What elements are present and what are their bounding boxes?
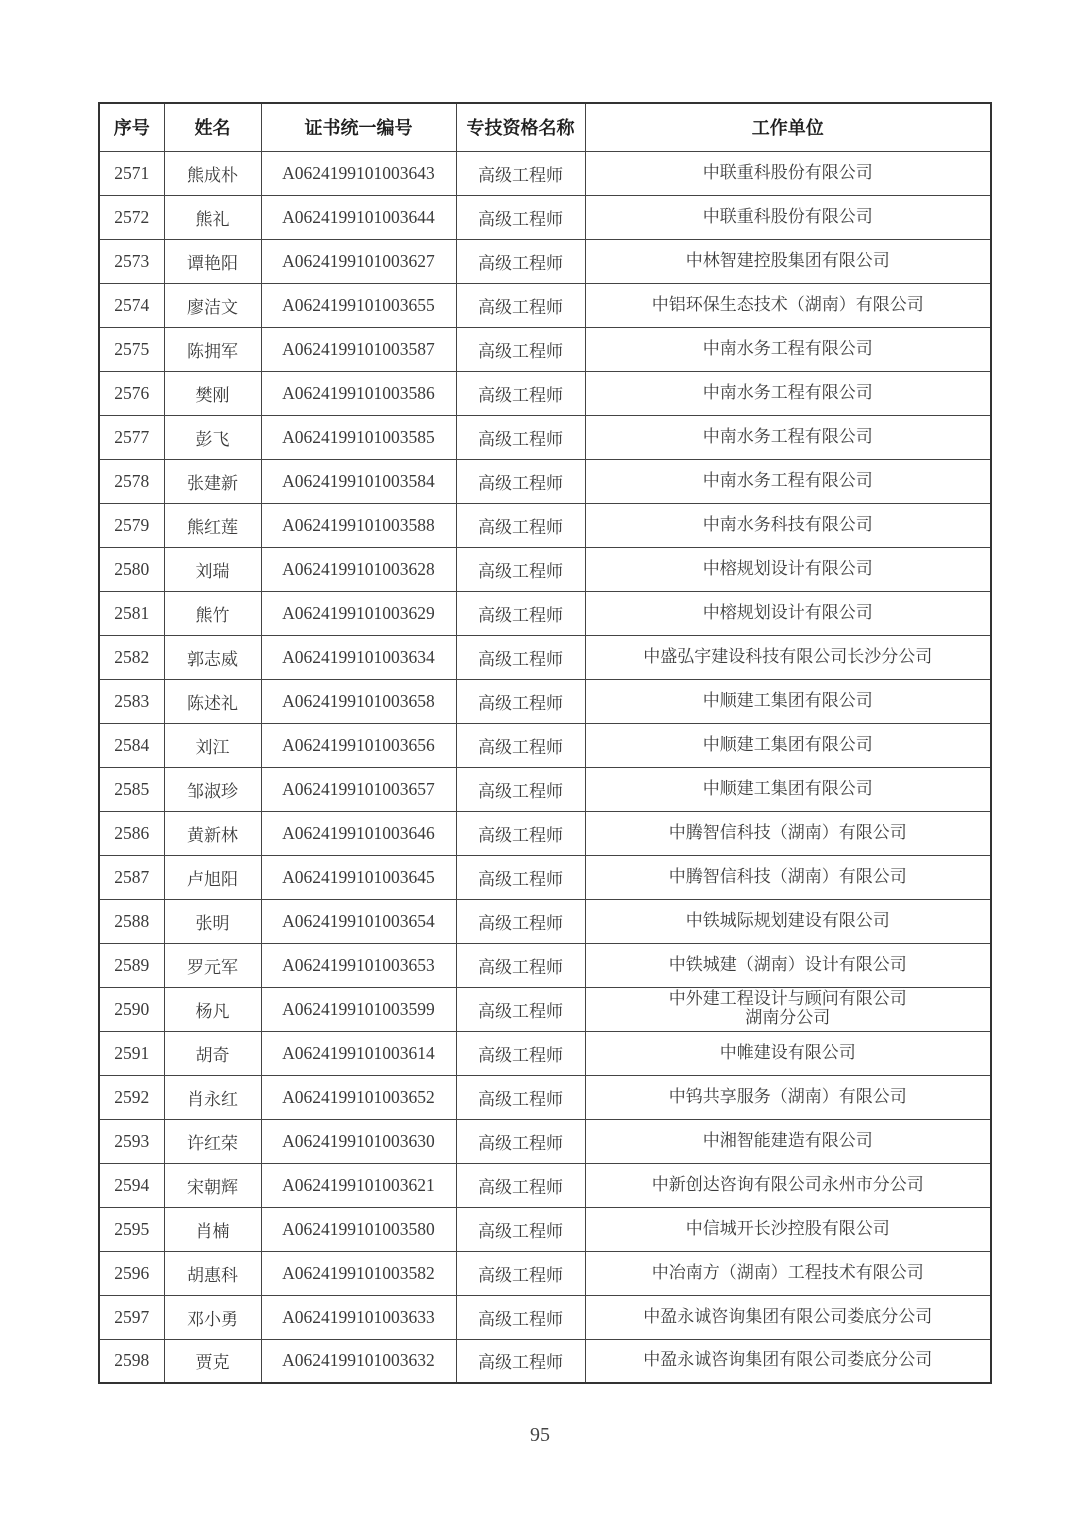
qualification-cell: 高级工程师 <box>456 415 585 459</box>
table-row <box>99 987 991 1031</box>
table-row <box>99 195 991 239</box>
qualification-cell: 高级工程师 <box>456 767 585 811</box>
header-certificate-number: 证书统一编号 <box>261 103 456 151</box>
table-row <box>99 591 991 635</box>
name-cell: 廖洁文 <box>164 283 261 327</box>
header-work-unit: 工作单位 <box>585 103 991 151</box>
qualification-cell: 高级工程师 <box>456 723 585 767</box>
table-row <box>99 371 991 415</box>
table-row <box>99 1295 991 1339</box>
name-cell: 张建新 <box>164 459 261 503</box>
work-unit-cell: 中钨共享服务（湖南）有限公司 <box>585 1075 991 1119</box>
table-row <box>99 811 991 855</box>
certificate-number-cell: A0624199101003657 <box>261 767 456 811</box>
work-unit-cell: 中帷建设有限公司 <box>585 1031 991 1075</box>
table-row <box>99 459 991 503</box>
name-cell: 刘江 <box>164 723 261 767</box>
qualification-cell: 高级工程师 <box>456 1163 585 1207</box>
certificate-number-cell: A0624199101003582 <box>261 1251 456 1295</box>
work-unit-cell: 中联重科股份有限公司 <box>585 151 991 195</box>
work-unit-cell: 中腾智信科技（湖南）有限公司 <box>585 811 991 855</box>
work-unit-cell: 中榕规划设计有限公司 <box>585 591 991 635</box>
work-unit-cell: 中盛弘宇建设科技有限公司长沙分公司 <box>585 635 991 679</box>
name-cell: 熊成朴 <box>164 151 261 195</box>
serial-cell: 2585 <box>99 767 164 811</box>
serial-cell: 2591 <box>99 1031 164 1075</box>
work-unit-cell: 中铝环保生态技术（湖南）有限公司 <box>585 283 991 327</box>
work-unit-cell: 中冶南方（湖南）工程技术有限公司 <box>585 1251 991 1295</box>
work-unit-cell: 中南水务工程有限公司 <box>585 371 991 415</box>
name-cell: 肖永红 <box>164 1075 261 1119</box>
work-unit-cell: 中盈永诚咨询集团有限公司娄底分公司 <box>585 1339 991 1383</box>
qualification-cell: 高级工程师 <box>456 1295 585 1339</box>
qualification-cell: 高级工程师 <box>456 503 585 547</box>
serial-cell: 2590 <box>99 987 164 1031</box>
qualification-cell: 高级工程师 <box>456 987 585 1031</box>
certificate-number-cell: A0624199101003645 <box>261 855 456 899</box>
serial-cell: 2588 <box>99 899 164 943</box>
serial-cell: 2581 <box>99 591 164 635</box>
certificate-number-cell: A0624199101003627 <box>261 239 456 283</box>
table-row <box>99 151 991 195</box>
serial-cell: 2580 <box>99 547 164 591</box>
name-cell: 胡奇 <box>164 1031 261 1075</box>
serial-cell: 2574 <box>99 283 164 327</box>
work-unit-cell: 中联重科股份有限公司 <box>585 195 991 239</box>
table-row <box>99 635 991 679</box>
table-row <box>99 679 991 723</box>
header-serial: 序号 <box>99 103 164 151</box>
table-row <box>99 1207 991 1251</box>
work-unit-cell: 中顺建工集团有限公司 <box>585 767 991 811</box>
qualification-cell: 高级工程师 <box>456 327 585 371</box>
qualification-cell: 高级工程师 <box>456 459 585 503</box>
table-row <box>99 503 991 547</box>
serial-cell: 2584 <box>99 723 164 767</box>
table-row <box>99 1119 991 1163</box>
name-cell: 许红荣 <box>164 1119 261 1163</box>
certificate-number-cell: A0624199101003633 <box>261 1295 456 1339</box>
serial-cell: 2578 <box>99 459 164 503</box>
certificate-number-cell: A0624199101003630 <box>261 1119 456 1163</box>
serial-cell: 2598 <box>99 1339 164 1383</box>
table-header-row <box>99 103 991 151</box>
serial-cell: 2594 <box>99 1163 164 1207</box>
qualification-cell: 高级工程师 <box>456 547 585 591</box>
work-unit-cell: 中新创达咨询有限公司永州市分公司 <box>585 1163 991 1207</box>
table-row <box>99 283 991 327</box>
serial-cell: 2582 <box>99 635 164 679</box>
name-cell: 罗元军 <box>164 943 261 987</box>
certificate-number-cell: A0624199101003653 <box>261 943 456 987</box>
work-unit-cell: 中盈永诚咨询集团有限公司娄底分公司 <box>585 1295 991 1339</box>
certificate-number-cell: A0624199101003644 <box>261 195 456 239</box>
page-number: 95 <box>530 1424 550 1446</box>
serial-cell: 2593 <box>99 1119 164 1163</box>
qualification-cell: 高级工程师 <box>456 1251 585 1295</box>
name-cell: 肖楠 <box>164 1207 261 1251</box>
serial-cell: 2596 <box>99 1251 164 1295</box>
qualification-cell: 高级工程师 <box>456 899 585 943</box>
qualification-cell: 高级工程师 <box>456 283 585 327</box>
certificate-number-cell: A0624199101003588 <box>261 503 456 547</box>
certificate-number-cell: A0624199101003580 <box>261 1207 456 1251</box>
certificate-number-cell: A0624199101003632 <box>261 1339 456 1383</box>
work-unit-cell: 中南水务工程有限公司 <box>585 459 991 503</box>
table-row <box>99 547 991 591</box>
table-row <box>99 899 991 943</box>
table-row <box>99 767 991 811</box>
work-unit-cell: 中南水务工程有限公司 <box>585 415 991 459</box>
work-unit-cell: 中南水务科技有限公司 <box>585 503 991 547</box>
header-qualification: 专技资格名称 <box>456 103 585 151</box>
certificate-number-cell: A0624199101003628 <box>261 547 456 591</box>
serial-cell: 2595 <box>99 1207 164 1251</box>
name-cell: 刘瑞 <box>164 547 261 591</box>
name-cell: 贾克 <box>164 1339 261 1383</box>
name-cell: 郭志威 <box>164 635 261 679</box>
certificate-number-cell: A0624199101003646 <box>261 811 456 855</box>
qualification-cell: 高级工程师 <box>456 195 585 239</box>
name-cell: 卢旭阳 <box>164 855 261 899</box>
certificate-number-cell: A0624199101003599 <box>261 987 456 1031</box>
name-cell: 陈拥军 <box>164 327 261 371</box>
work-unit-cell: 中铁城际规划建设有限公司 <box>585 899 991 943</box>
certificate-number-cell: A0624199101003585 <box>261 415 456 459</box>
qualification-cell: 高级工程师 <box>456 943 585 987</box>
work-unit-cell: 中铁城建（湖南）设计有限公司 <box>585 943 991 987</box>
name-cell: 张明 <box>164 899 261 943</box>
certificate-number-cell: A0624199101003586 <box>261 371 456 415</box>
certificate-number-cell: A0624199101003587 <box>261 327 456 371</box>
qualification-cell: 高级工程师 <box>456 855 585 899</box>
qualification-cell: 高级工程师 <box>456 371 585 415</box>
table-row <box>99 1031 991 1075</box>
serial-cell: 2576 <box>99 371 164 415</box>
certificate-number-cell: A0624199101003654 <box>261 899 456 943</box>
table-row <box>99 723 991 767</box>
qualification-cell: 高级工程师 <box>456 635 585 679</box>
name-cell: 熊礼 <box>164 195 261 239</box>
name-cell: 邓小勇 <box>164 1295 261 1339</box>
work-unit-cell: 中腾智信科技（湖南）有限公司 <box>585 855 991 899</box>
qualification-cell: 高级工程师 <box>456 239 585 283</box>
name-cell: 宋朝辉 <box>164 1163 261 1207</box>
qualification-cell: 高级工程师 <box>456 811 585 855</box>
certificate-number-cell: A0624199101003614 <box>261 1031 456 1075</box>
table-row <box>99 415 991 459</box>
table-row <box>99 855 991 899</box>
qualification-cell: 高级工程师 <box>456 1075 585 1119</box>
certificate-number-cell: A0624199101003621 <box>261 1163 456 1207</box>
serial-cell: 2575 <box>99 327 164 371</box>
certificate-number-cell: A0624199101003656 <box>261 723 456 767</box>
name-cell: 陈述礼 <box>164 679 261 723</box>
certificate-number-cell: A0624199101003634 <box>261 635 456 679</box>
certificate-table <box>98 102 992 1384</box>
header-name: 姓名 <box>164 103 261 151</box>
certificate-number-cell: A0624199101003655 <box>261 283 456 327</box>
qualification-cell: 高级工程师 <box>456 1031 585 1075</box>
table-row <box>99 1075 991 1119</box>
serial-cell: 2572 <box>99 195 164 239</box>
work-unit-cell: 中南水务工程有限公司 <box>585 327 991 371</box>
table-row <box>99 943 991 987</box>
certificate-number-cell: A0624199101003629 <box>261 591 456 635</box>
name-cell: 樊刚 <box>164 371 261 415</box>
table-row <box>99 239 991 283</box>
work-unit-cell: 中湘智能建造有限公司 <box>585 1119 991 1163</box>
work-unit-cell: 中顺建工集团有限公司 <box>585 679 991 723</box>
serial-cell: 2571 <box>99 151 164 195</box>
certificate-number-cell: A0624199101003652 <box>261 1075 456 1119</box>
qualification-cell: 高级工程师 <box>456 1339 585 1383</box>
table-row <box>99 1163 991 1207</box>
qualification-cell: 高级工程师 <box>456 591 585 635</box>
qualification-cell: 高级工程师 <box>456 1207 585 1251</box>
name-cell: 谭艳阳 <box>164 239 261 283</box>
qualification-cell: 高级工程师 <box>456 679 585 723</box>
work-unit-cell: 中外建工程设计与顾问有限公司 湖南分公司 <box>585 987 991 1031</box>
qualification-cell: 高级工程师 <box>456 1119 585 1163</box>
table-body <box>99 151 991 1383</box>
certificate-number-cell: A0624199101003643 <box>261 151 456 195</box>
serial-cell: 2586 <box>99 811 164 855</box>
name-cell: 熊红莲 <box>164 503 261 547</box>
work-unit-cell: 中林智建控股集团有限公司 <box>585 239 991 283</box>
serial-cell: 2592 <box>99 1075 164 1119</box>
name-cell: 彭飞 <box>164 415 261 459</box>
serial-cell: 2589 <box>99 943 164 987</box>
serial-cell: 2577 <box>99 415 164 459</box>
certificate-number-cell: A0624199101003584 <box>261 459 456 503</box>
table-row <box>99 1339 991 1383</box>
name-cell: 邹淑珍 <box>164 767 261 811</box>
table-row <box>99 1251 991 1295</box>
name-cell: 熊竹 <box>164 591 261 635</box>
serial-cell: 2597 <box>99 1295 164 1339</box>
serial-cell: 2583 <box>99 679 164 723</box>
name-cell: 胡惠科 <box>164 1251 261 1295</box>
work-unit-cell: 中顺建工集团有限公司 <box>585 723 991 767</box>
serial-cell: 2579 <box>99 503 164 547</box>
name-cell: 杨凡 <box>164 987 261 1031</box>
work-unit-cell: 中信城开长沙控股有限公司 <box>585 1207 991 1251</box>
qualification-cell: 高级工程师 <box>456 151 585 195</box>
serial-cell: 2573 <box>99 239 164 283</box>
work-unit-cell: 中榕规划设计有限公司 <box>585 547 991 591</box>
table-row <box>99 327 991 371</box>
serial-cell: 2587 <box>99 855 164 899</box>
name-cell: 黄新林 <box>164 811 261 855</box>
certificate-number-cell: A0624199101003658 <box>261 679 456 723</box>
